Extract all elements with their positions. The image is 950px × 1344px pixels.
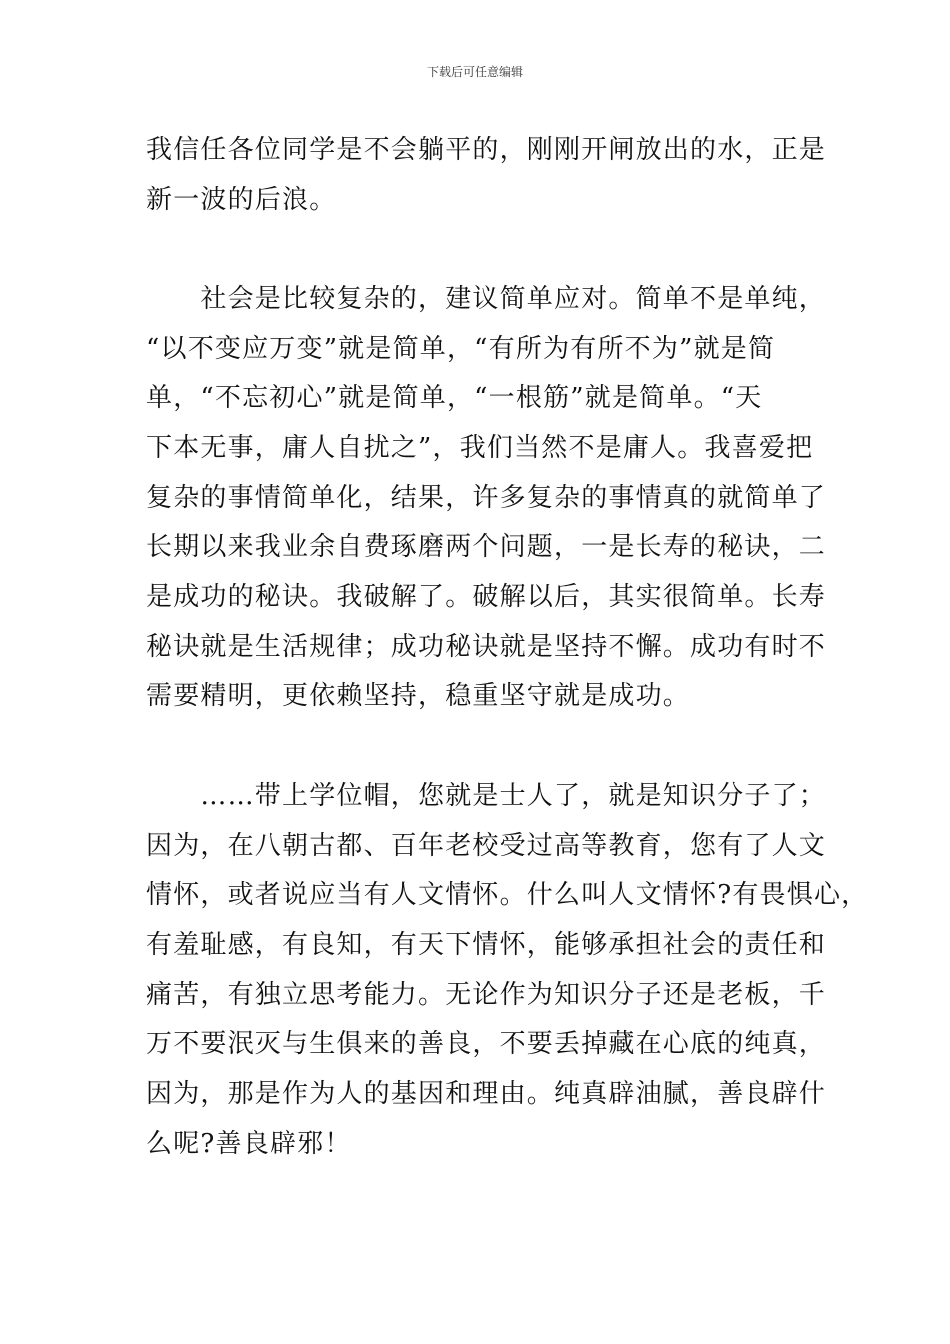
text-line: 万不要泯灭与生俱来的善良，不要丢掉藏在心底的纯真， <box>146 1029 827 1059</box>
text-line: 长期以来我业余自费琢磨两个问题，一是长寿的秘诀，二 <box>146 532 827 562</box>
text-line: 痛苦，有独立思考能力。无论作为知识分子还是老板，千 <box>146 980 827 1010</box>
page-header: 下载后可任意编辑 <box>426 65 523 79</box>
text-line: 有羞耻感，有良知，有天下情怀，能够承担社会的责任和 <box>146 930 827 960</box>
text-line: 情怀，或者说应当有人文情怀。什么叫人文情怀?有畏惧心， <box>146 880 869 910</box>
text-line: 秘诀就是生活规律；成功秘诀就是坚持不懈。成功有时不 <box>146 632 827 662</box>
text-line: 复杂的事情简单化，结果，许多复杂的事情真的就简单了 <box>146 483 827 513</box>
text-line: 社会是比较复杂的，建议简单应对。简单不是单纯， <box>146 284 827 314</box>
text-line: 新一波的后浪。 <box>146 185 337 215</box>
text-line: 因为，在八朝古都、百年老校受过高等教育，您有了人文 <box>146 831 827 861</box>
text-line: 是成功的秘诀。我破解了。破解以后，其实很简单。长寿 <box>146 582 827 612</box>
text-line: 下本无事，庸人自扰之”，我们当然不是庸人。我喜爱把 <box>146 433 814 463</box>
text-line: “以不变应万变”就是简单，“有所为有所不为”就是简 <box>146 334 776 364</box>
text-line: 我信任各位同学是不会躺平的，刚刚开闸放出的水，正是 <box>146 135 827 165</box>
text-line: 么呢?善良辟邪！ <box>146 1129 352 1159</box>
text-line: 需要精明，更依赖坚持，稳重坚守就是成功。 <box>146 681 691 711</box>
text-line: 单，“不忘初心”就是简单，“一根筋”就是简单。“天 <box>146 383 763 413</box>
text-line: ……带上学位帽，您就是士人了，就是知识分子了； <box>146 781 827 811</box>
text-line: 因为，那是作为人的基因和理由。纯真辟油腻，善良辟什 <box>146 1079 827 1109</box>
